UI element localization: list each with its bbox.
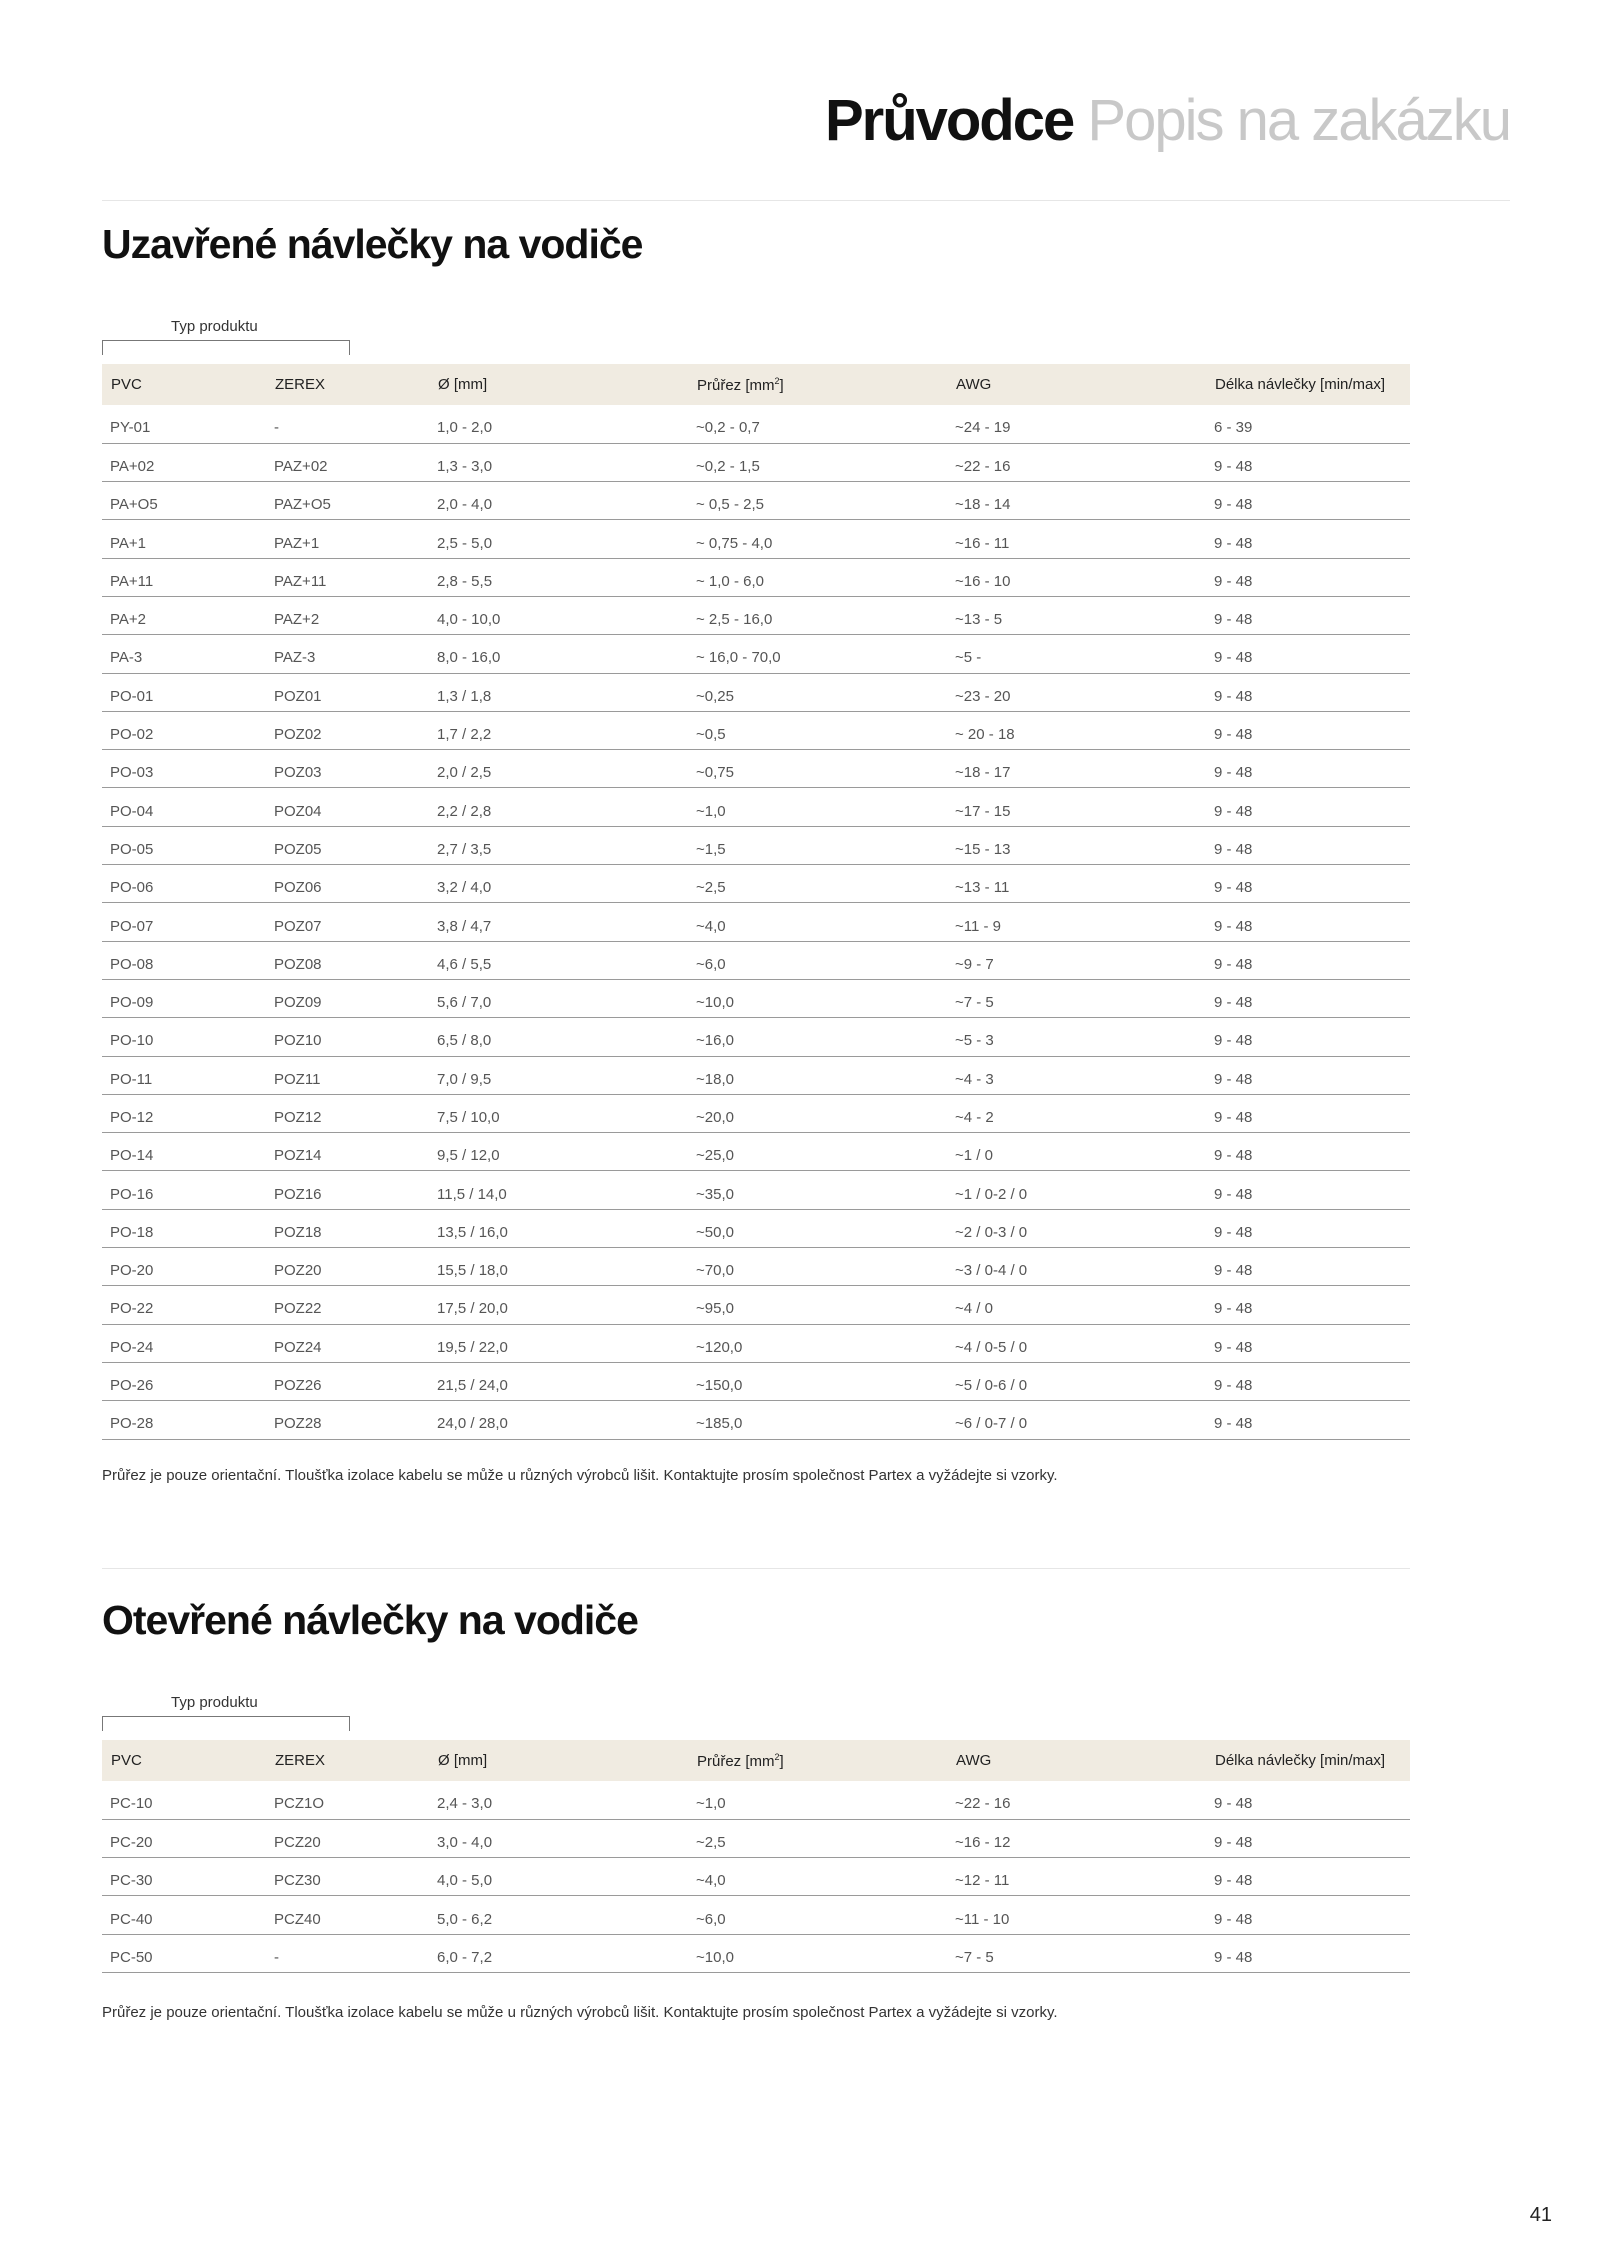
table-cell: ~18,0 [696, 1070, 734, 1088]
table-cell: ~5 - [955, 649, 982, 667]
table-cell: PO-01 [110, 687, 154, 705]
table-cell: PO-12 [110, 1108, 154, 1126]
table-row [102, 1362, 1410, 1400]
table-row [102, 941, 1410, 979]
table-cell: ~11 - 9 [955, 917, 1002, 935]
table-row [102, 1781, 1410, 1819]
table-cell: 9 - 48 [1214, 726, 1253, 744]
table-row [102, 1056, 1410, 1094]
table-cell: ~ 0,5 - 2,5 [696, 496, 764, 514]
table-cell: 9 - 48 [1214, 1415, 1253, 1433]
table-row [102, 1171, 1410, 1209]
table-cell: ~0,2 - 1,5 [696, 457, 760, 475]
table-cell: ~ 1,0 - 6,0 [696, 572, 764, 590]
table-cell: 9 - 48 [1214, 764, 1253, 782]
header-title: Průvodce [824, 88, 1074, 153]
table-row [102, 482, 1410, 520]
header-subtitle: Popis na zakázku [1087, 88, 1510, 153]
table-cell: 9 - 48 [1214, 1300, 1253, 1318]
table-cell: POZ28 [274, 1415, 322, 1433]
table-cell: ~0,5 [696, 726, 726, 744]
table-cell: ~24 - 19 [955, 419, 1011, 437]
column-header: Průřez $[mm^2]$ [697, 375, 784, 394]
table-cell: PC-40 [110, 1910, 153, 1928]
table-cell: PO-11 [110, 1070, 153, 1088]
table-body [102, 405, 1410, 1439]
table-cell: PO-24 [110, 1338, 154, 1356]
table-cell: ~25,0 [696, 1147, 734, 1165]
table-cell: ~13 - 5 [955, 611, 1003, 629]
table-cell: 9,5 / 12,0 [437, 1147, 500, 1165]
table-cell: - [274, 419, 279, 437]
table-cell: 9 - 48 [1214, 879, 1253, 897]
table-cell: ~50,0 [696, 1223, 734, 1241]
table-cell: PA+O5 [110, 496, 158, 514]
table-row [102, 750, 1410, 788]
table-cell: 9 - 48 [1214, 802, 1253, 820]
table-cell: 8,0 - 16,0 [437, 649, 501, 667]
table-cell: ~0,2 - 0,7 [696, 419, 760, 437]
closed-sleeves-table [102, 364, 1410, 1440]
table-cell: ~15 - 13 [955, 840, 1011, 858]
open-sleeves-section [102, 1597, 1410, 2021]
table-footnote: Průřez je pouze orientační. Tloušťka izolace kabelu se může u různých výrobců lišit. Kontaktujte prosím společnost Partex a vyžádejte si vzorky. [102, 1467, 1058, 1484]
product-type-bracket [102, 1716, 350, 1731]
section-title: Otevřené návlečky na vodiče [102, 1597, 638, 1643]
column-header: ZEREX [275, 376, 326, 393]
table-cell: ~95,0 [696, 1300, 734, 1318]
table-cell: ~4,0 [696, 917, 726, 935]
table-cell: 9 - 48 [1214, 611, 1253, 629]
table-cell: PA+11 [110, 572, 154, 590]
table-cell: 9 - 48 [1214, 496, 1253, 514]
table-cell: PY-01 [110, 419, 151, 437]
table-cell: PO-28 [110, 1415, 154, 1433]
table-cell: ~ 2,5 - 16,0 [696, 611, 773, 629]
table-cell: ~4 / 0 [955, 1300, 993, 1318]
table-cell: - [274, 1948, 279, 1966]
table-cell: POZ01 [274, 687, 322, 705]
table-cell: 9 - 48 [1214, 917, 1253, 935]
table-cell: PA+02 [110, 457, 155, 475]
table-cell: POZ07 [274, 917, 322, 935]
table-cell: ~11 - 10 [955, 1910, 1010, 1928]
table-cell: 3,8 / 4,7 [437, 917, 492, 935]
table-cell: ~10,0 [696, 1948, 734, 1966]
table-row [102, 826, 1410, 864]
table-cell: 9 - 48 [1214, 1377, 1253, 1395]
table-cell: 9 - 48 [1214, 1185, 1253, 1203]
table-cell: 19,5 / 22,0 [437, 1338, 508, 1356]
table-cell: 3,2 / 4,0 [437, 879, 492, 897]
table-cell: POZ18 [274, 1223, 322, 1241]
table-cell: 1,7 / 2,2 [437, 726, 492, 744]
table-cell: ~9 - 7 [955, 955, 994, 973]
table-cell: 9 - 48 [1214, 457, 1253, 475]
table-cell: ~35,0 [696, 1185, 734, 1203]
column-header: Délka návlečky [min/max] [1215, 376, 1386, 393]
table-cell: PAZ-3 [274, 649, 316, 667]
table-cell: ~22 - 16 [955, 1795, 1011, 1813]
table-cell: ~16,0 [696, 1032, 734, 1050]
table-cell: 2,8 - 5,5 [437, 572, 493, 590]
table-cell: ~ 16,0 - 70,0 [696, 649, 781, 667]
table-cell: PC-10 [110, 1795, 153, 1813]
table-cell: 9 - 48 [1214, 1262, 1253, 1280]
table-cell: 6,5 / 8,0 [437, 1032, 492, 1050]
table-cell: 9 - 48 [1214, 1872, 1253, 1890]
table-cell: ~0,75 [696, 764, 734, 782]
table-cell: PC-30 [110, 1872, 153, 1890]
table-cell: PAZ+02 [274, 457, 328, 475]
table-cell: ~2 / 0-3 / 0 [955, 1223, 1028, 1241]
table-cell: PO-02 [110, 726, 154, 744]
table-header-row [102, 1740, 1410, 1781]
table-cell: PO-26 [110, 1377, 154, 1395]
table-cell: PO-09 [110, 994, 154, 1012]
table-cell: PC-20 [110, 1833, 153, 1851]
table-cell: POZ22 [274, 1300, 322, 1318]
table-cell: ~6,0 [696, 1910, 726, 1928]
table-cell: ~17 - 15 [955, 802, 1011, 820]
table-cell: PCZ1O [274, 1795, 325, 1813]
table-cell: ~22 - 16 [955, 457, 1011, 475]
column-header: Délka návlečky [min/max] [1215, 1752, 1386, 1769]
table-cell: POZ06 [274, 879, 322, 897]
table-cell: 2,7 / 3,5 [437, 840, 492, 858]
table-cell: PO-07 [110, 917, 154, 935]
table-cell: ~13 - 11 [955, 879, 1010, 897]
table-cell: ~6,0 [696, 955, 726, 973]
table-row [102, 1018, 1410, 1056]
table-cell: PC-50 [110, 1948, 153, 1966]
table-cell: ~7 - 5 [955, 1948, 994, 1966]
table-cell: ~4 / 0-5 / 0 [955, 1338, 1028, 1356]
section-divider [102, 1568, 1410, 1569]
table-cell: PO-20 [110, 1262, 154, 1280]
column-header: Průřez $[mm^2]$ [697, 1751, 784, 1770]
table-cell: ~16 - 12 [955, 1833, 1011, 1851]
table-cell: POZ08 [274, 955, 322, 973]
column-header: Ø [mm] [438, 1752, 488, 1769]
table-row [102, 1819, 1410, 1857]
table-row [102, 711, 1410, 749]
table-cell: ~10,0 [696, 994, 734, 1012]
table-cell: 9 - 48 [1214, 1032, 1253, 1050]
table-cell: PO-16 [110, 1185, 154, 1203]
table-cell: PO-04 [110, 802, 154, 820]
table-cell: PA+1 [110, 534, 146, 552]
table-cell: 1,3 - 3,0 [437, 457, 493, 475]
table-cell: ~0,25 [696, 687, 734, 705]
table-cell: ~ 20 - 18 [955, 726, 1015, 744]
table-row [102, 1934, 1410, 1972]
table-cell: POZ26 [274, 1377, 322, 1395]
table-cell: ~70,0 [696, 1262, 734, 1280]
table-cell: 9 - 48 [1214, 572, 1253, 590]
closed-sleeves-section [102, 221, 1410, 1484]
table-cell: 2,0 / 2,5 [437, 764, 492, 782]
table-row [102, 1858, 1410, 1896]
table-row [102, 443, 1410, 481]
table-cell: ~23 - 20 [955, 687, 1011, 705]
table-cell: ~20,0 [696, 1108, 734, 1126]
table-cell: ~1,0 [696, 802, 726, 820]
table-cell: 9 - 48 [1214, 840, 1253, 858]
table-cell: POZ09 [274, 994, 322, 1012]
table-cell: PO-08 [110, 955, 154, 973]
table-row [102, 673, 1410, 711]
column-header: PVC [111, 376, 142, 393]
table-cell: ~1,5 [696, 840, 726, 858]
table-cell: PO-05 [110, 840, 154, 858]
table-cell: 6 - 39 [1214, 419, 1253, 437]
table-cell: 1,0 - 2,0 [437, 419, 493, 437]
table-row [102, 558, 1410, 596]
table-cell: PO-22 [110, 1300, 154, 1318]
table-cell: 9 - 48 [1214, 1070, 1253, 1088]
table-cell: ~12 - 11 [955, 1872, 1010, 1890]
table-cell: PA+2 [110, 611, 146, 629]
table-cell: 9 - 48 [1214, 994, 1253, 1012]
table-cell: POZ12 [274, 1108, 322, 1126]
table-cell: 7,5 / 10,0 [437, 1108, 500, 1126]
table-row [102, 788, 1410, 826]
table-cell: 9 - 48 [1214, 1795, 1253, 1813]
table-cell: 24,0 / 28,0 [437, 1415, 508, 1433]
table-cell: ~18 - 17 [955, 764, 1011, 782]
table-cell: 9 - 48 [1214, 649, 1253, 667]
table-cell: PCZ40 [274, 1910, 321, 1928]
table-cell: 4,6 / 5,5 [437, 955, 492, 973]
table-row [102, 405, 1410, 443]
table-cell: POZ02 [274, 726, 322, 744]
product-type-label: Typ produktu [171, 1694, 258, 1711]
table-footnote: Průřez je pouze orientační. Tloušťka izolace kabelu se může u různých výrobců lišit. Kontaktujte prosím společnost Partex a vyžádejte si vzorky. [102, 2004, 1058, 2021]
table-cell: PAZ+2 [274, 611, 320, 629]
open-sleeves-table [102, 1740, 1410, 1973]
table-cell: 9 - 48 [1214, 1108, 1253, 1126]
table-cell: PAZ+1 [274, 534, 320, 552]
table-cell: POZ10 [274, 1032, 322, 1050]
table-cell: 21,5 / 24,0 [437, 1377, 508, 1395]
table-cell: 2,4 - 3,0 [437, 1795, 493, 1813]
table-cell: ~6 / 0-7 / 0 [955, 1415, 1028, 1433]
table-cell: POZ04 [274, 802, 322, 820]
table-cell: PCZ20 [274, 1833, 321, 1851]
table-cell: POZ24 [274, 1338, 322, 1356]
table-cell: 6,0 - 7,2 [437, 1948, 493, 1966]
table-cell: PAZ+O5 [274, 496, 331, 514]
table-cell: 2,2 / 2,8 [437, 802, 492, 820]
table-cell: 1,3 / 1,8 [437, 687, 492, 705]
table-row [102, 865, 1410, 903]
table-cell: POZ11 [274, 1070, 321, 1088]
table-cell: POZ20 [274, 1262, 322, 1280]
table-cell: PO-18 [110, 1223, 154, 1241]
table-cell: PA-3 [110, 649, 143, 667]
table-cell: 15,5 / 18,0 [437, 1262, 508, 1280]
table-row [102, 903, 1410, 941]
table-cell: PO-14 [110, 1147, 154, 1165]
table-cell: ~5 - 3 [955, 1032, 994, 1050]
table-cell: ~1 / 0-2 / 0 [955, 1185, 1028, 1203]
table-cell: ~16 - 11 [955, 534, 1010, 552]
table-row [102, 979, 1410, 1017]
table-cell: POZ14 [274, 1147, 322, 1165]
table-cell: 9 - 48 [1214, 534, 1253, 552]
table-row [102, 1133, 1410, 1171]
table-cell: 7,0 / 9,5 [437, 1070, 492, 1088]
table-cell: 9 - 48 [1214, 1147, 1253, 1165]
table-cell: PAZ+11 [274, 572, 327, 590]
table-cell: ~185,0 [696, 1415, 743, 1433]
table-cell: ~5 / 0-6 / 0 [955, 1377, 1028, 1395]
table-row [102, 596, 1410, 634]
table-cell: 3,0 - 4,0 [437, 1833, 493, 1851]
table-cell: 9 - 48 [1214, 955, 1253, 973]
table-cell: ~4 - 2 [955, 1108, 994, 1126]
table-cell: POZ05 [274, 840, 322, 858]
table-cell: ~1,0 [696, 1795, 726, 1813]
table-cell: 13,5 / 16,0 [437, 1223, 508, 1241]
table-cell: 9 - 48 [1214, 687, 1253, 705]
table-row [102, 520, 1410, 558]
table-cell: ~ 0,75 - 4,0 [696, 534, 773, 552]
table-cell: 9 - 48 [1214, 1338, 1253, 1356]
table-cell: PO-03 [110, 764, 154, 782]
section-title: Uzavřené návlečky na vodiče [102, 221, 643, 267]
table-cell: POZ03 [274, 764, 322, 782]
table-cell: ~18 - 14 [955, 496, 1011, 514]
table-cell: ~3 / 0-4 / 0 [955, 1262, 1028, 1280]
column-header: Ø [mm] [438, 376, 488, 393]
table-cell: ~16 - 10 [955, 572, 1011, 590]
page-number: 41 [1529, 2204, 1552, 2226]
table-header-row [102, 364, 1410, 405]
column-header: AWG [956, 376, 992, 393]
table-cell: 11,5 / 14,0 [437, 1185, 507, 1203]
table-row [102, 1286, 1410, 1324]
table-cell: 9 - 48 [1214, 1833, 1253, 1851]
table-cell: ~120,0 [696, 1338, 743, 1356]
page-header [824, 88, 1510, 153]
table-row [102, 1209, 1410, 1247]
table-cell: 5,6 / 7,0 [437, 994, 492, 1012]
table-cell: ~150,0 [696, 1377, 743, 1395]
table-cell: 9 - 48 [1214, 1223, 1253, 1241]
table-cell: 17,5 / 20,0 [437, 1300, 508, 1318]
table-cell: ~4 - 3 [955, 1070, 994, 1088]
table-row [102, 1401, 1410, 1439]
product-type-bracket [102, 340, 350, 355]
table-cell: 9 - 48 [1214, 1948, 1253, 1966]
table-cell: POZ16 [274, 1185, 322, 1203]
header-divider [102, 200, 1510, 201]
column-header: PVC [111, 1752, 142, 1769]
column-header: AWG [956, 1752, 992, 1769]
table-row [102, 635, 1410, 673]
table-cell: ~1 / 0 [955, 1147, 993, 1165]
column-header: ZEREX [275, 1752, 326, 1769]
table-cell: ~2,5 [696, 879, 726, 897]
table-cell: PO-06 [110, 879, 154, 897]
table-cell: 2,5 - 5,0 [437, 534, 493, 552]
product-type-label: Typ produktu [171, 318, 258, 335]
table-cell: 5,0 - 6,2 [437, 1910, 493, 1928]
table-cell: ~2,5 [696, 1833, 726, 1851]
table-cell: 9 - 48 [1214, 1910, 1253, 1928]
table-cell: PO-10 [110, 1032, 154, 1050]
table-row [102, 1324, 1410, 1362]
table-row [102, 1896, 1410, 1934]
table-row [102, 1248, 1410, 1286]
table-cell: ~7 - 5 [955, 994, 994, 1012]
table-body [102, 1781, 1410, 1972]
table-cell: 4,0 - 5,0 [437, 1872, 493, 1890]
table-row [102, 1094, 1410, 1132]
table-cell: ~4,0 [696, 1872, 726, 1890]
table-cell: 4,0 - 10,0 [437, 611, 501, 629]
table-cell: PCZ30 [274, 1872, 321, 1890]
table-cell: 2,0 - 4,0 [437, 496, 493, 514]
